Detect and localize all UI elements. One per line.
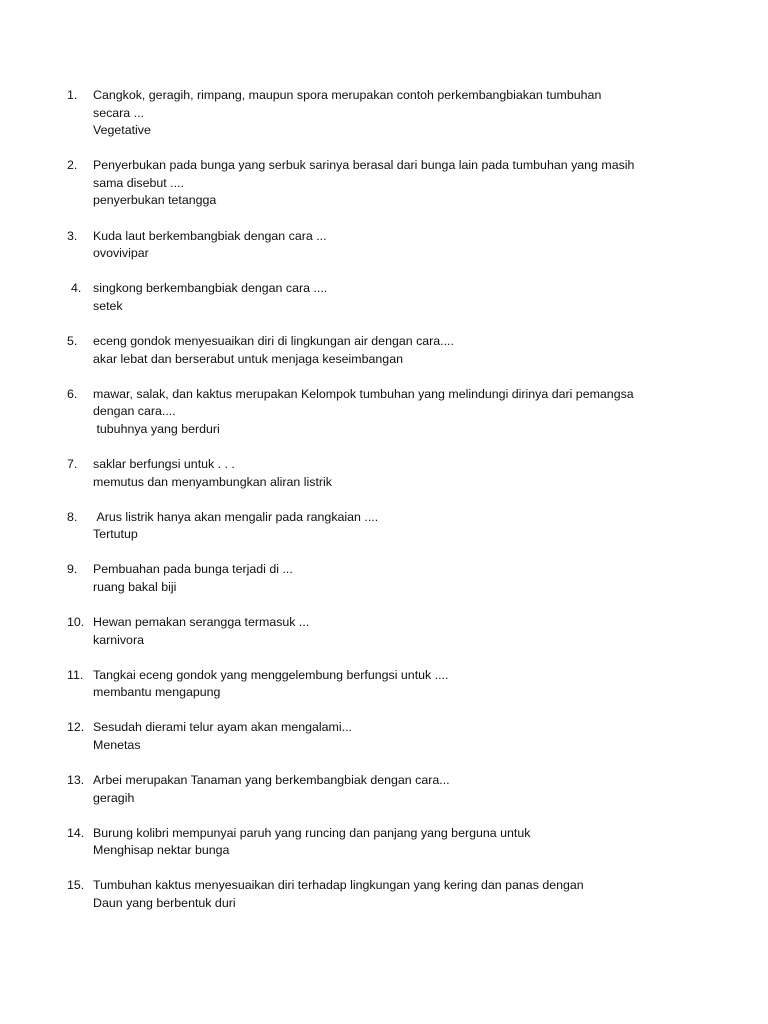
question-text: Arbei merupakan Tanaman yang berkembangbiak dengan cara... <box>93 773 450 788</box>
list-item <box>0 614 768 649</box>
list-item <box>0 772 768 807</box>
list-item <box>0 825 768 860</box>
list-item <box>0 386 768 439</box>
question-text: eceng gondok menyesuaikan diri di lingkungan air dengan cara.... <box>93 333 454 348</box>
question-text: singkong berkembangbiak dengan cara .... <box>93 281 328 296</box>
question-text: saklar berfungsi untuk . . . <box>93 456 235 471</box>
question-text: Cangkok, geragih, rimpang, maupun spora merupakan contoh perkembangbiakan tumbuhan secara ... <box>93 88 602 120</box>
answer-text: Daun yang berbentuk duri <box>93 896 236 910</box>
question-text: Penyerbukan pada bunga yang serbuk sarinya berasal dari bunga lain pada tumbuhan yang masih sama disebut .... <box>93 158 635 190</box>
answer-text: ovovivipar <box>93 246 149 261</box>
answer-text: setek <box>93 298 123 313</box>
item-number: 5. <box>67 333 78 348</box>
item-number: 12. <box>67 720 85 735</box>
item-number: 15. <box>67 878 85 893</box>
list-item <box>0 333 768 368</box>
item-number: 10. <box>67 614 85 629</box>
list-item <box>0 280 768 315</box>
answer-text: akar lebat dan berserabut untuk menjaga keseimbangan <box>93 351 403 366</box>
list-item <box>0 157 768 210</box>
item-number: 8. <box>67 509 78 524</box>
item-number: 14. <box>67 825 85 840</box>
item-number: 3. <box>67 228 78 243</box>
answer-text: Tertutup <box>93 527 138 542</box>
item-number: 7. <box>67 456 78 471</box>
list-item <box>0 561 768 596</box>
list-item <box>0 228 768 263</box>
question-text: Tangkai eceng gondok yang menggelembung berfungsi untuk .... <box>93 667 449 682</box>
list-item <box>0 509 768 544</box>
item-number: 9. <box>67 562 78 577</box>
question-text: Arus listrik hanya akan mengalir pada rangkaian .... <box>93 509 379 524</box>
list-item <box>0 719 768 754</box>
question-text: mawar, salak, dan kaktus merupakan Kelompok tumbuhan yang melindungi dirinya dari pemangsa dengan cara.... <box>93 386 634 419</box>
list-item <box>0 87 768 140</box>
question-text: Pembuahan pada bunga terjadi di ... <box>93 562 293 577</box>
item-number: 2. <box>67 158 78 173</box>
item-number: 6. <box>67 386 78 401</box>
question-text: Burung kolibri mempunyai paruh yang runcing dan panjang yang berguna untuk <box>93 825 531 840</box>
answer-text: Menghisap nektar bunga <box>93 843 230 858</box>
answer-text: tubuhnya yang berduri <box>93 421 220 436</box>
item-number: 4. <box>71 281 82 296</box>
answer-text: Vegetative <box>93 123 151 138</box>
item-number: 1. <box>67 88 78 102</box>
answer-text: Menetas <box>93 737 141 752</box>
answer-text: ruang bakal biji <box>93 579 177 594</box>
answer-text: memutus dan menyambungkan aliran listrik <box>93 474 332 489</box>
question-text: Sesudah dierami telur ayam akan mengalami... <box>93 720 352 735</box>
list-item <box>0 877 768 912</box>
question-text: Hewan pemakan serangga termasuk ... <box>93 614 310 629</box>
list-item <box>0 667 768 702</box>
list-item <box>0 456 768 491</box>
answer-text: penyerbukan tetangga <box>93 193 217 208</box>
item-number: 11. <box>67 667 84 682</box>
question-text: Tumbuhan kaktus menyesuaikan diri terhadap lingkungan yang kering dan panas dengan <box>93 878 584 893</box>
answer-text: geragih <box>93 790 135 805</box>
question-list <box>0 87 768 930</box>
answer-text: karnivora <box>93 632 144 647</box>
item-number: 13. <box>67 773 85 788</box>
question-text: Kuda laut berkembangbiak dengan cara ... <box>93 228 327 243</box>
answer-text: membantu mengapung <box>93 685 221 700</box>
